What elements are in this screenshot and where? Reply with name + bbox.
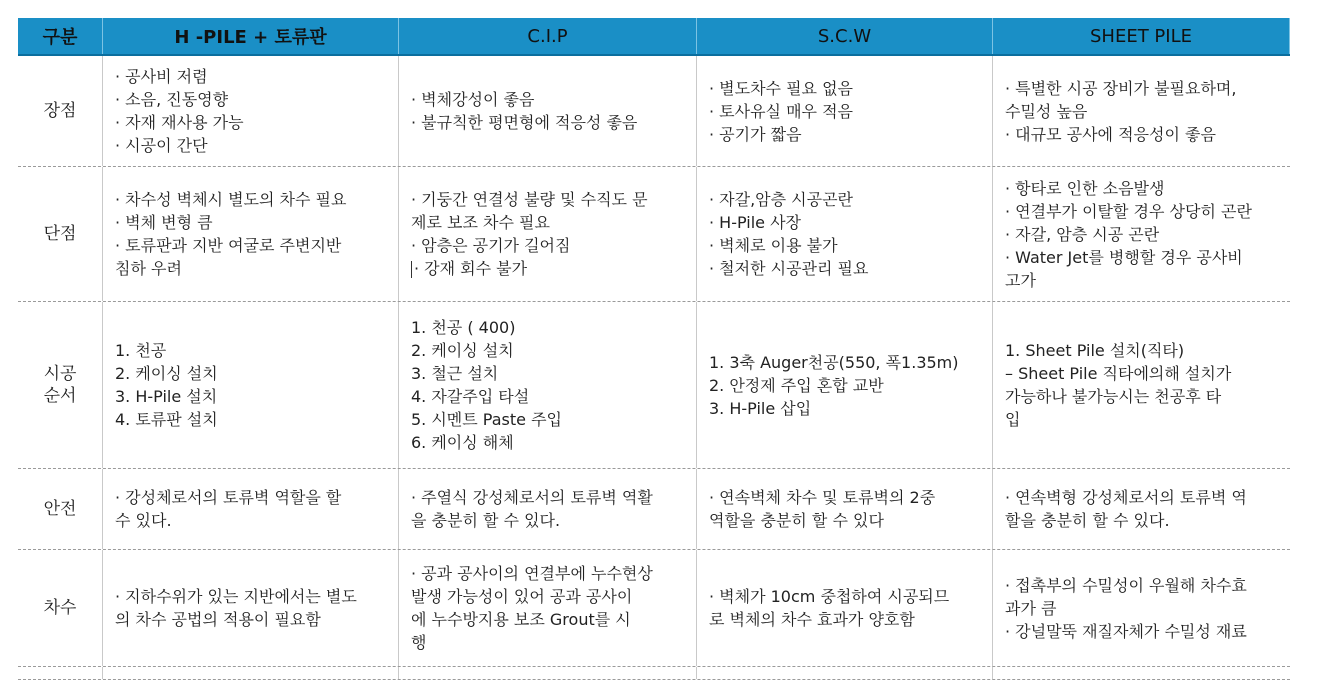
table-cell	[399, 667, 697, 679]
header-sheet-pile: SHEET PILE	[993, 18, 1290, 54]
cell-line: · 자갈, 암층 시공 곤란	[1005, 224, 1160, 244]
cell-line: · 토사유실 매우 적음	[709, 101, 853, 121]
text-cursor	[411, 261, 412, 278]
cell-line: · 특별한 시공 장비가 불필요하며,	[1005, 78, 1237, 98]
header-cip: C.I.P	[399, 18, 697, 54]
cell-line: 수 있다.	[115, 511, 172, 530]
cell-line: · 강널말뚝 재질자체가 수밀성 재료	[1005, 621, 1247, 641]
table-cell	[103, 469, 399, 549]
cell-line: 에 누수방지용 보조 Grout를 시	[411, 610, 631, 629]
table-row	[18, 302, 1290, 469]
header-scw: S.C.W	[697, 18, 993, 54]
cell-line: 2. 케이싱 설치	[411, 341, 514, 360]
cell-line: · 자갈,암층 시공곤란	[709, 190, 853, 209]
cell-line: 4. 자갈주입 타설	[411, 387, 530, 406]
cell-line: 2. 안정제 주입 혼합 교반	[709, 375, 884, 395]
cell-line: · 토류판과 지반 여굴로 주변지반	[115, 236, 342, 255]
cell-line: · 벽체로 이용 불가	[709, 236, 838, 255]
cell-line: 5. 시멘트 Paste 주입	[411, 410, 562, 429]
table-cell	[993, 469, 1290, 549]
table-cell	[399, 56, 697, 166]
cell-line: · 공기가 짧음	[709, 124, 802, 144]
row-label: 단점	[18, 167, 103, 301]
cell-line: 가능하나 불가능시는 천공후 타	[1005, 387, 1222, 406]
table-cell	[103, 550, 399, 666]
cell-line: · 벽체 변형 큼	[115, 213, 213, 232]
table-cell	[993, 56, 1290, 166]
cell-line: · 공사비 저렴	[115, 67, 208, 86]
cell-line: · 항타로 인한 소음발생	[1005, 178, 1165, 198]
cell-line: 을 충분히 할 수 있다.	[411, 511, 561, 530]
cell-line: · 접촉부의 수밀성이 우월해 차수효	[1005, 575, 1247, 595]
row-label	[18, 667, 103, 679]
table-cell	[103, 167, 399, 301]
cell-line: · 소음, 진동영향	[115, 90, 229, 109]
row-label: 장점	[18, 56, 103, 166]
row-label: 차수	[18, 550, 103, 666]
cell-line: 침하 우려	[115, 259, 182, 278]
cell-line: – Sheet Pile 직타에의해 설치가	[1005, 364, 1232, 383]
cell-line: 1. 천공	[115, 341, 167, 360]
comparison-table	[18, 18, 1290, 680]
table-cell	[993, 667, 1290, 679]
cell-line: · 지하수위가 있는 지반에서는 별도	[115, 587, 357, 606]
cell-line: · Water Jet를 병행할 경우 공사비	[1005, 247, 1243, 267]
cell-line: 행	[411, 633, 427, 652]
cell-line: · 연속벽체 차수 및 토류벽의 2중	[709, 488, 936, 507]
table-cell	[103, 302, 399, 468]
table-cell	[697, 550, 993, 666]
table-row	[18, 550, 1290, 667]
cell-line: 과가 큼	[1005, 598, 1057, 618]
cell-line: 4. 토류판 설치	[115, 410, 218, 429]
cell-line: 6. 케이싱 해체	[411, 433, 514, 452]
cell-line: 할을 충분히 할 수 있다.	[1005, 511, 1170, 530]
cell-line: 역할을 충분히 할 수 있다	[709, 511, 884, 530]
cell-line: · 주열식 강성체로서의 토류벽 역활	[411, 488, 653, 507]
cell-line: · 벽체가 10cm 중첩하여 시공되므	[709, 587, 950, 606]
table-row	[18, 167, 1290, 302]
cell-line: 2. 케이싱 설치	[115, 364, 218, 383]
cell-line: · 기둥간 연결성 불량 및 수직도 문	[411, 190, 648, 209]
table-row	[18, 469, 1290, 550]
cell-line: 입	[1005, 410, 1021, 429]
cell-line	[411, 257, 688, 280]
cell-line: · 불규칙한 평면형에 적응성 좋음	[411, 113, 638, 132]
cell-line: 제로 보조 차수 필요	[411, 213, 550, 232]
header-h-pile: H -PILE + 토류판	[103, 18, 399, 54]
cell-line-text: · 강재 회수 불가	[414, 259, 528, 278]
cell-line: · 강성체로서의 토류벽 역할을 할	[115, 488, 342, 507]
cell-line: 3. 철근 설치	[411, 364, 499, 383]
cell-line: 1. 3축 Auger천공(550, 폭1.35m)	[709, 352, 959, 372]
table-cell	[993, 167, 1290, 301]
table-cell	[399, 469, 697, 549]
cell-line: · 자재 재사용 가능	[115, 113, 244, 132]
cell-line: 1. Sheet Pile 설치(직타)	[1005, 341, 1185, 360]
table-cell	[399, 302, 697, 468]
table-cell	[399, 550, 697, 666]
table-cell	[697, 302, 993, 468]
cell-line: 수밀성 높음	[1005, 101, 1088, 121]
cell-line: 의 차수 공법의 적용이 필요함	[115, 610, 321, 629]
cell-line: 로 벽체의 차수 효과가 양호함	[709, 610, 915, 629]
cell-line: · 벽체강성이 좋음	[411, 90, 535, 109]
table-cell	[103, 56, 399, 166]
table-cell	[993, 302, 1290, 468]
table-cell	[697, 469, 993, 549]
cell-line: 1. 천공 ( 400)	[411, 318, 516, 337]
table-cell	[993, 550, 1290, 666]
cell-line: · 암층은 공기가 길어짐	[411, 236, 571, 255]
table-cell	[697, 167, 993, 301]
cell-line: · 대규모 공사에 적응성이 좋음	[1005, 124, 1216, 144]
cell-line: · 별도차수 필요 없음	[709, 78, 853, 98]
row-label: 안전	[18, 469, 103, 549]
row-label: 시공 순서	[18, 302, 103, 468]
table-header-row	[18, 18, 1290, 56]
cell-line: 3. H-Pile 삽입	[709, 398, 812, 418]
cell-line: 발생 가능성이 있어 공과 공사이	[411, 587, 633, 606]
cell-line: · 연속벽형 강성체로서의 토류벽 역	[1005, 488, 1247, 507]
table-cell	[399, 167, 697, 301]
table-row	[18, 667, 1290, 680]
cell-line: 3. H-Pile 설치	[115, 387, 218, 406]
table-cell	[697, 667, 993, 679]
table-cell	[697, 56, 993, 166]
cell-line: · 시공이 간단	[115, 136, 208, 155]
cell-line: 고가	[1005, 270, 1036, 290]
cell-line: · 철저한 시공관리 필요	[709, 259, 869, 278]
cell-line: · 차수성 벽체시 별도의 차수 필요	[115, 190, 347, 209]
cell-line: · 연결부가 이탈할 경우 상당히 곤란	[1005, 201, 1252, 221]
cell-line: · H-Pile 사장	[709, 213, 802, 232]
cell-line: · 공과 공사이의 연결부에 누수현상	[411, 564, 653, 583]
header-category: 구분	[18, 18, 103, 54]
table-row	[18, 56, 1290, 167]
table-cell	[103, 667, 399, 679]
